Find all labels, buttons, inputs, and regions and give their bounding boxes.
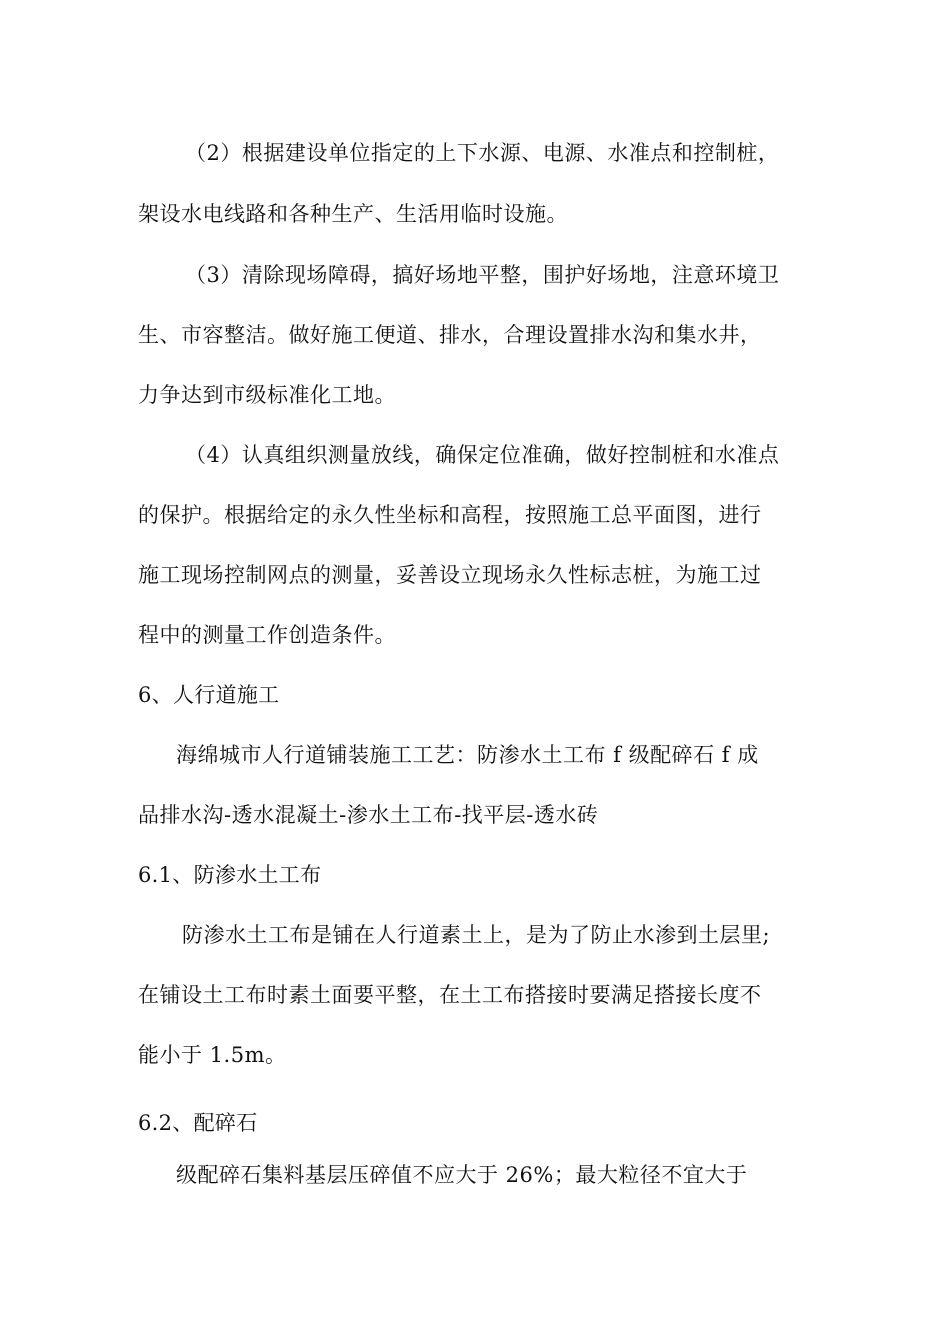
- paragraph-6-1-line-1: 防渗水土工布是铺在人行道素土上，是为了防止水渗到土层里;: [182, 923, 771, 947]
- paragraph-4-line-3: 施工现场控制网点的测量，妥善设立现场永久性标志桩，为施工过: [138, 563, 762, 587]
- paragraph-2-line-2: 架设水电线路和各种生产、生活用临时设施。: [138, 202, 568, 226]
- paragraph-2-line-1: （2）根据建设单位指定的上下水源、电源、水准点和控制桩，: [185, 141, 780, 165]
- section-heading-6-2: 6.2、配碎石: [138, 1111, 258, 1135]
- paragraph-6-1-line-3: 能小于 1.5m。: [138, 1043, 287, 1067]
- paragraph-4-line-2: 的保护。根据给定的永久性坐标和高程，按照施工总平面图，进行: [138, 503, 762, 527]
- paragraph-3-line-2: 生、市容整洁。做好施工便道、排水，合理设置排水沟和集水井，: [138, 323, 762, 347]
- section-heading-6-1: 6.1、防渗水土工布: [138, 863, 322, 887]
- paragraph-4-line-4: 程中的测量工作创造条件。: [138, 623, 396, 647]
- paragraph-3-line-1: （3）清除现场障碍，搞好场地平整，围护好场地，注意环境卫: [185, 263, 780, 287]
- paragraph-3-line-3: 力争达到市级标准化工地。: [138, 383, 396, 407]
- paragraph-4-line-1: （4）认真组织测量放线，确保定位准确，做好控制桩和水准点: [185, 443, 780, 467]
- paragraph-6-line-2: 品排水沟-透水混凝土-渗水土工布-找平层-透水砖: [138, 803, 599, 827]
- paragraph-6-2-line-1: 级配碎石集料基层压碎值不应大于 26%；最大粒径不宜大于: [176, 1163, 748, 1187]
- paragraph-6-1-line-2: 在铺设土工布时素土面要平整，在土工布搭接时要满足搭接长度不: [138, 983, 762, 1007]
- section-heading-6: 6、人行道施工: [138, 683, 280, 707]
- paragraph-6-line-1: 海绵城市人行道铺装施工工艺：防渗水土工布 f 级配碎石 f 成: [176, 743, 759, 767]
